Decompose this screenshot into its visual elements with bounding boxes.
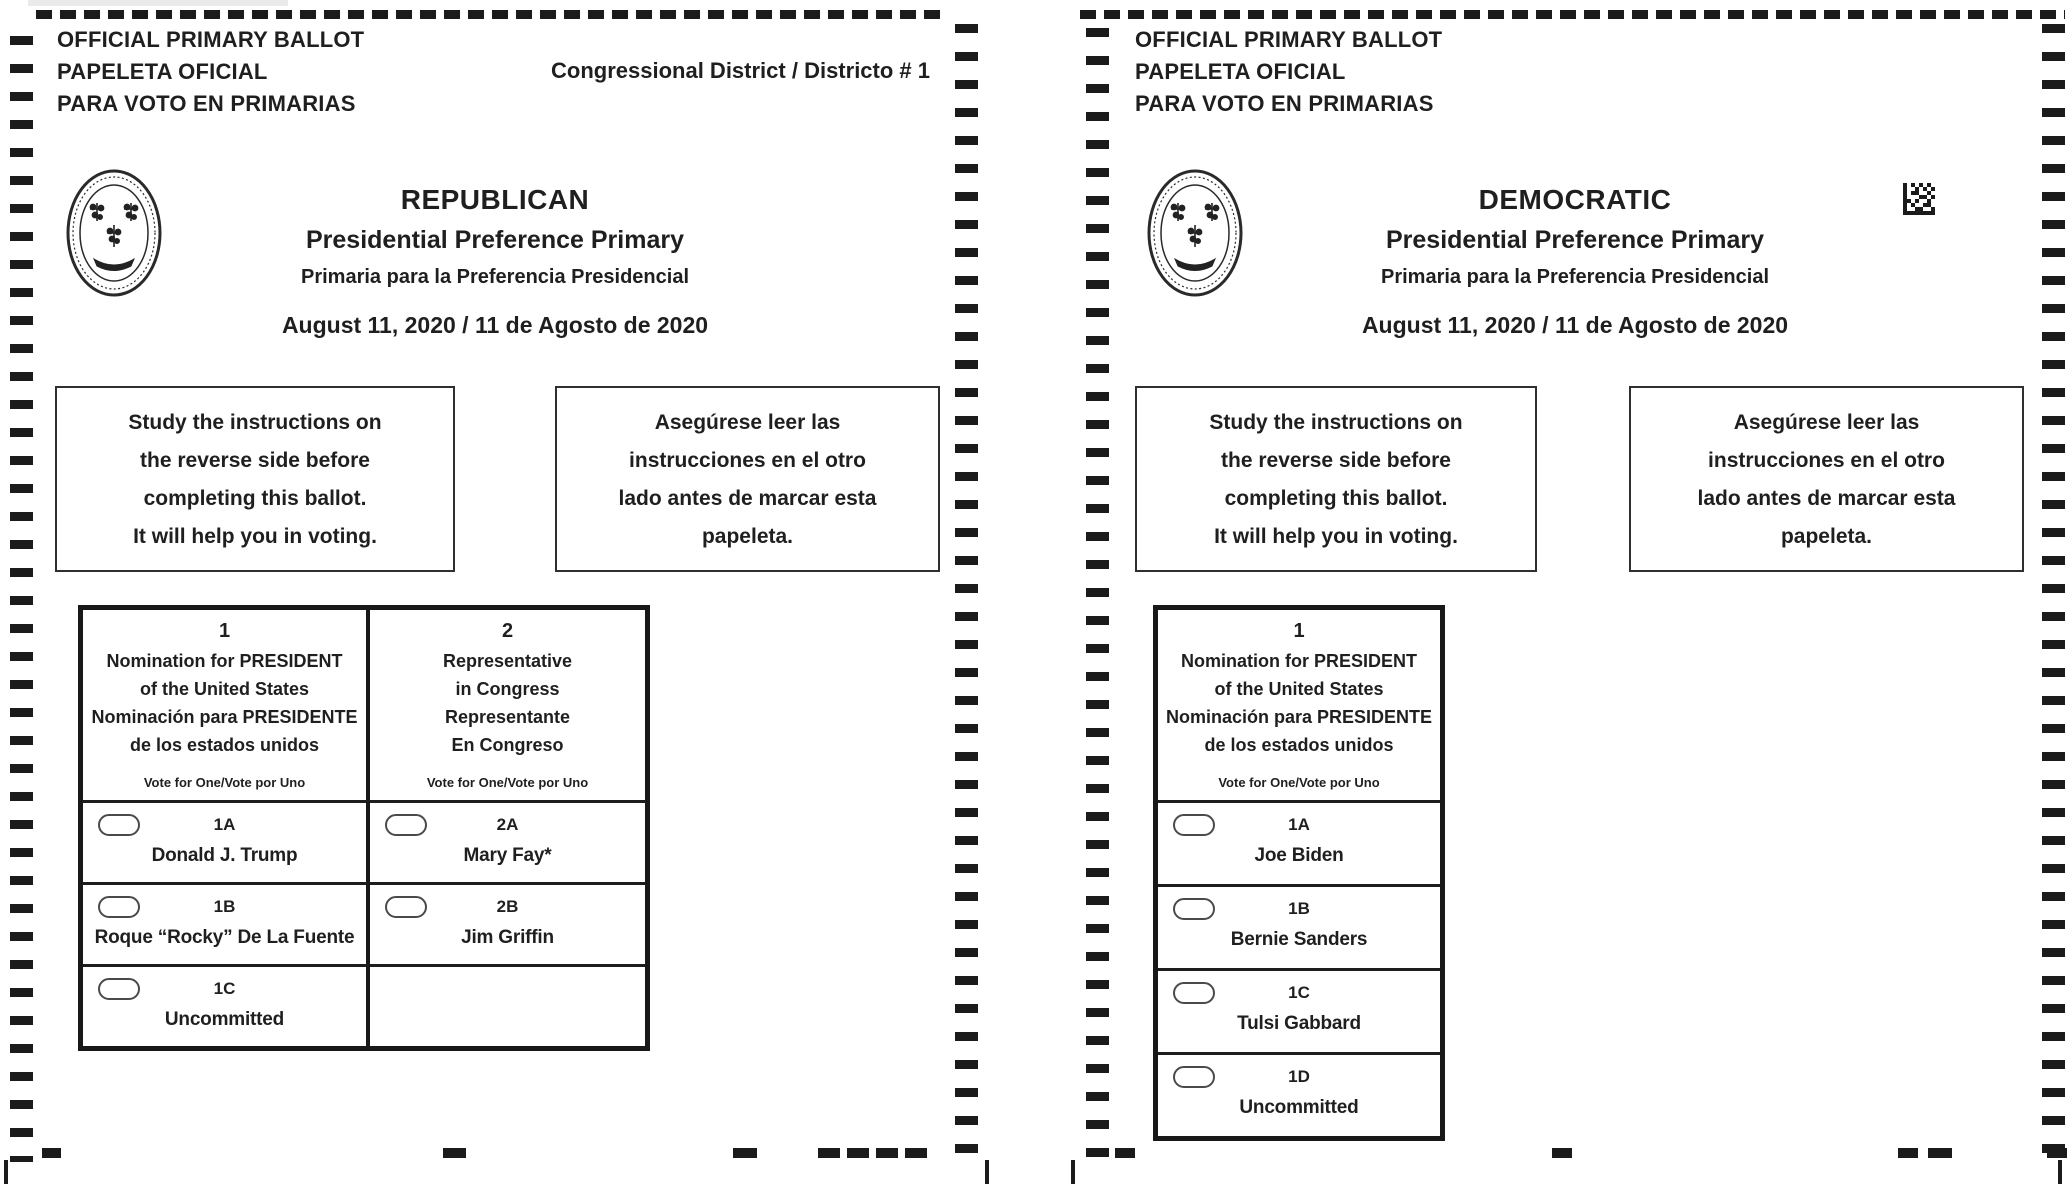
- registration-tick: [4, 1160, 8, 1184]
- ballot-democratic: [1035, 0, 2069, 1186]
- candidate-code: 1A: [1288, 815, 1310, 834]
- candidate-code: 1C: [213, 979, 236, 998]
- timing-mark: [443, 1148, 466, 1158]
- contest-header-representative: [370, 610, 645, 800]
- timing-mark: [1928, 1148, 1952, 1158]
- instructions-box-es: Asegúrese leer las instrucciones en el otro lado antes de marcar esta papeleta.: [555, 386, 940, 572]
- candidate-code: 2A: [496, 815, 519, 834]
- timing-mark: [2047, 1148, 2067, 1158]
- candidate-name: Mary Fay*: [463, 845, 552, 866]
- timing-mark: [1552, 1148, 1572, 1158]
- candidate-cell: [1158, 884, 1440, 968]
- contest-header-president: [1158, 610, 1440, 800]
- registration-tick: [985, 1160, 989, 1184]
- ballot-title-line: PARA VOTO EN PRIMARIAS: [1135, 91, 1434, 116]
- timing-mark: [847, 1148, 869, 1158]
- instructions-box-en: Study the instructions on the reverse side before completing this ballot. It will help you in voting.: [55, 386, 455, 572]
- contest-number: 1: [1293, 620, 1305, 642]
- timing-mark: [818, 1148, 840, 1158]
- registration-tick: [1071, 1160, 1075, 1184]
- ballot-title-line: PAPELETA OFICIAL: [57, 59, 268, 84]
- ballot-title-block: [1135, 24, 1442, 120]
- candidate-name: Uncommitted: [1239, 1097, 1359, 1118]
- registration-tick: [2058, 1160, 2062, 1184]
- instructions-box-en: Study the instructions on the reverse side before completing this ballot. It will help you in voting.: [1135, 386, 1537, 572]
- candidate-name: Roque “Rocky” De La Fuente: [94, 927, 355, 948]
- district-label: Congressional District / Districto # 1: [551, 58, 930, 83]
- candidate-code: 1A: [213, 815, 236, 834]
- vote-for-note: Vote for One/Vote por Uno: [426, 775, 589, 790]
- vote-for-note: Vote for One/Vote por Uno: [1218, 775, 1380, 790]
- candidate-name: Donald J. Trump: [151, 845, 298, 866]
- candidate-name: Tulsi Gabbard: [1237, 1013, 1361, 1034]
- ballot-title-line: OFFICIAL PRIMARY BALLOT: [1135, 27, 1443, 52]
- contest-title: Nomination for PRESIDENT of the United States Nominación para PRESIDENTE de los estados unidos: [1165, 651, 1433, 755]
- timing-marks-top: [36, 10, 948, 19]
- contest-title: Representative in Congress Representante En Congreso: [442, 651, 573, 755]
- candidate-code: 1D: [1288, 1067, 1310, 1086]
- contest-header-president: [83, 610, 370, 800]
- primary-title-en: Presidential Preference Primary: [1386, 226, 1764, 254]
- candidate-code: 1C: [1288, 983, 1310, 1002]
- party-name: REPUBLICAN: [400, 184, 590, 215]
- timing-marks-right: [2042, 24, 2065, 1162]
- timing-mark: [733, 1148, 757, 1158]
- candidate-cell: [370, 882, 645, 964]
- election-date: August 11, 2020 / 11 de Agosto de 2020: [281, 312, 709, 338]
- candidate-cell: [83, 882, 370, 964]
- empty-cell: [370, 964, 645, 1046]
- candidate-cell: [83, 964, 370, 1046]
- ballot-title-line: OFFICIAL PRIMARY BALLOT: [57, 27, 365, 52]
- candidate-code: 1B: [213, 897, 236, 916]
- candidate-cell: [370, 800, 645, 882]
- instructions-box-es: Asegúrese leer las instrucciones en el otro lado antes de marcar esta papeleta.: [1629, 386, 2024, 572]
- contest-title: Nomination for PRESIDENT of the United States Nominación para PRESIDENTE de los estados unidos: [91, 651, 358, 755]
- timing-marks-top: [1080, 10, 2065, 19]
- candidate-name: Jim Griffin: [461, 927, 554, 948]
- primary-title-en: Presidential Preference Primary: [306, 226, 684, 254]
- candidate-name: Uncommitted: [164, 1009, 285, 1030]
- ballot-title-line: PARA VOTO EN PRIMARIAS: [57, 91, 356, 116]
- candidate-code: 2B: [496, 897, 519, 916]
- candidate-cell: [1158, 1052, 1440, 1136]
- timing-mark: [905, 1148, 927, 1158]
- ballot-title-line: PAPELETA OFICIAL: [1135, 59, 1346, 84]
- timing-mark: [42, 1148, 61, 1158]
- candidate-name: Joe Biden: [1254, 845, 1344, 866]
- candidate-cell: [1158, 800, 1440, 884]
- vote-for-note: Vote for One/Vote por Uno: [143, 775, 306, 790]
- contest-table: [78, 605, 650, 1051]
- timing-mark: [1898, 1148, 1918, 1158]
- contest-table: [1153, 605, 1445, 1141]
- candidate-cell: [1158, 968, 1440, 1052]
- timing-marks-left: [1086, 28, 1109, 1162]
- party-name: DEMOCRATIC: [1478, 184, 1672, 215]
- primary-title-es: Primaria para la Preferencia Presidencial: [301, 266, 689, 288]
- primary-title-es: Primaria para la Preferencia Presidencial: [1381, 266, 1769, 288]
- scan-noise: [28, 0, 288, 6]
- election-date: August 11, 2020 / 11 de Agosto de 2020: [1361, 312, 1789, 338]
- timing-marks-right: [955, 24, 978, 1162]
- candidate-name: Bernie Sanders: [1230, 929, 1368, 950]
- candidate-code: 1B: [1288, 899, 1310, 918]
- timing-mark: [1115, 1148, 1135, 1158]
- candidate-cell: [83, 800, 370, 882]
- contest-number: 1: [218, 620, 231, 642]
- timing-marks-left: [10, 36, 33, 1162]
- ballot-title-block: [57, 24, 364, 120]
- contest-number: 2: [501, 620, 514, 642]
- timing-mark: [876, 1148, 898, 1158]
